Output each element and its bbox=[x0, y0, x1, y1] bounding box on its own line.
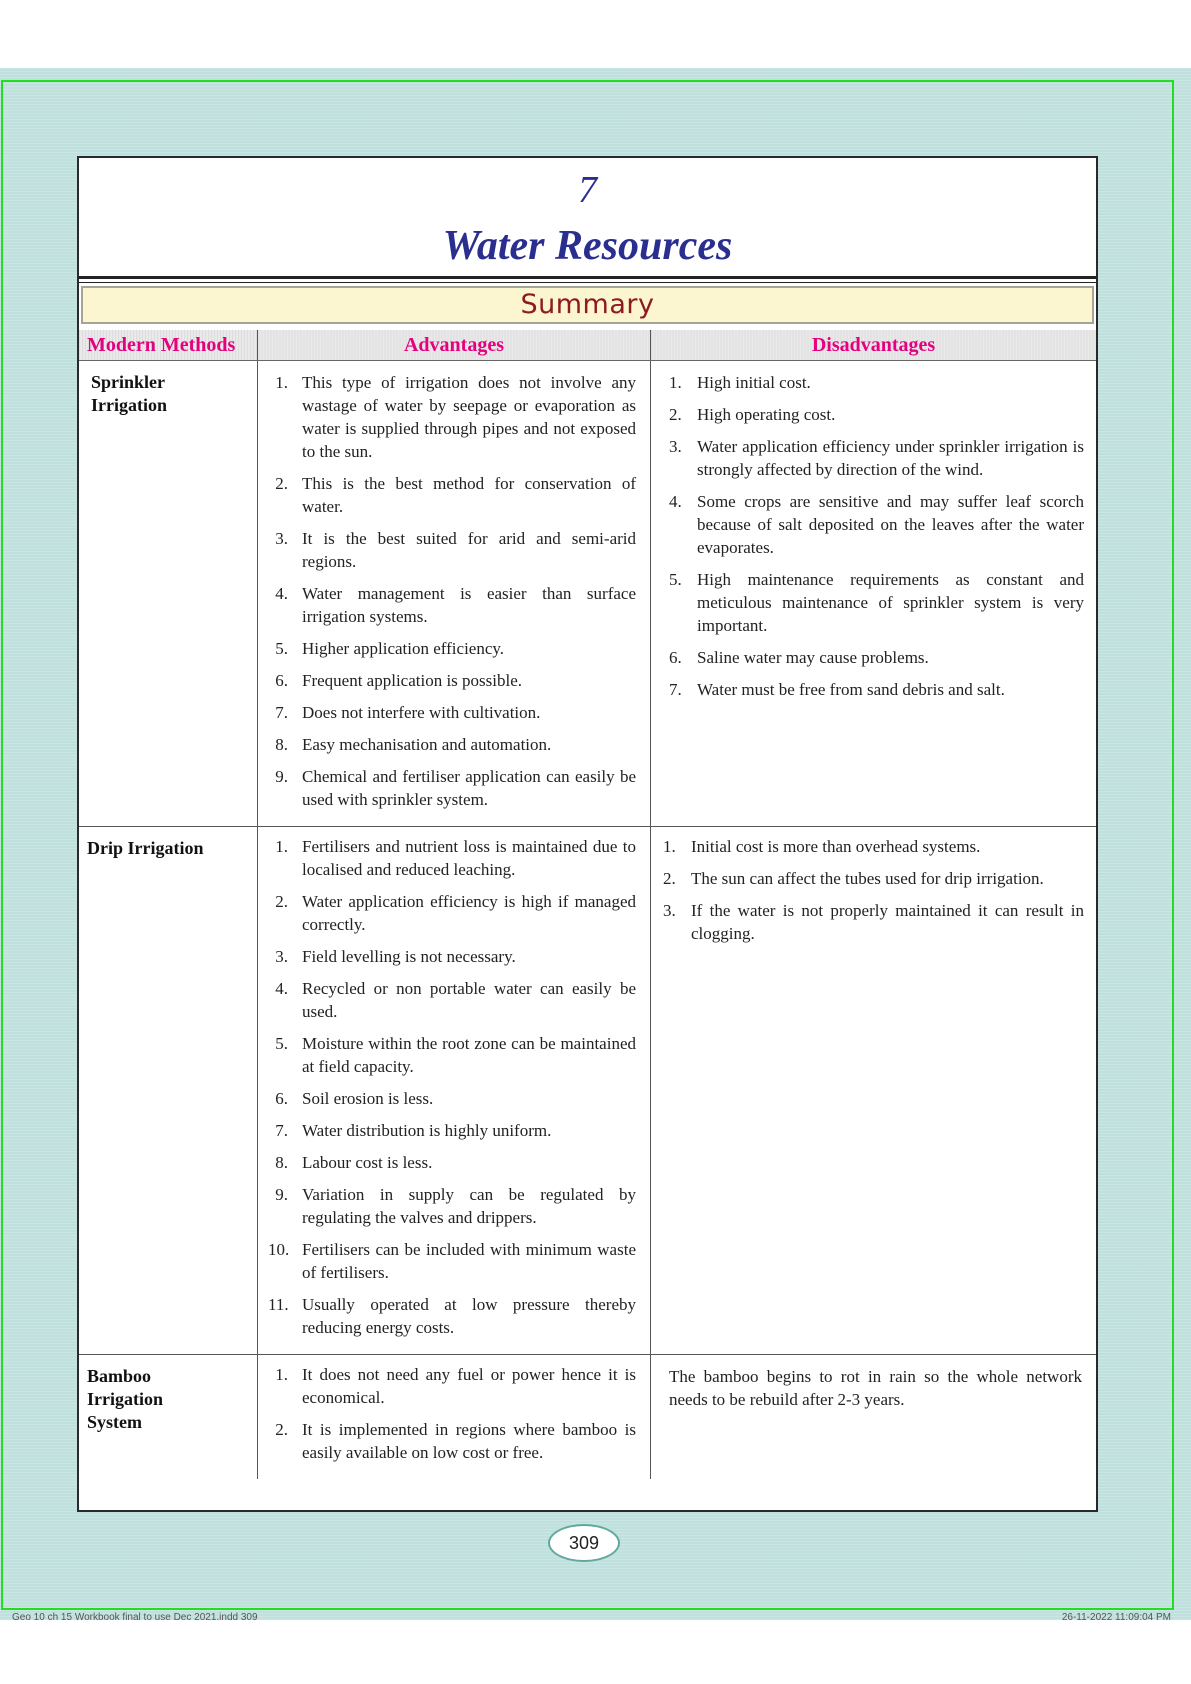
list-item-text: It is implemented in regions where bamboo is easily available on low cost or free. bbox=[302, 1420, 636, 1462]
list-item-text: Fertilisers can be included with minimum waste of fertilisers. bbox=[302, 1240, 636, 1282]
list-item-text: Field levelling is not necessary. bbox=[302, 947, 516, 966]
list-item-number: 3. bbox=[669, 437, 682, 456]
sprinkler-advantages-list bbox=[258, 361, 650, 826]
list-item-number: 4. bbox=[275, 584, 288, 603]
list-item bbox=[268, 835, 636, 881]
list-item bbox=[268, 472, 636, 518]
list-item-number: 10. bbox=[268, 1240, 290, 1259]
table-header-row bbox=[79, 330, 1096, 361]
list-item bbox=[268, 890, 636, 936]
list-item-text: High initial cost. bbox=[697, 373, 811, 392]
list-item bbox=[268, 669, 636, 692]
list-item bbox=[663, 899, 1084, 945]
list-item bbox=[268, 1238, 636, 1284]
list-item bbox=[268, 733, 636, 756]
method-cell bbox=[79, 1355, 258, 1480]
list-item-number: 6. bbox=[669, 648, 682, 667]
list-item-number: 1. bbox=[275, 837, 288, 856]
list-item-text: Usually operated at low pressure thereby reducing energy costs. bbox=[302, 1295, 636, 1337]
list-item bbox=[268, 765, 636, 811]
header-disadvantages: Disadvantages bbox=[651, 330, 1097, 361]
list-item-number: 4. bbox=[275, 979, 288, 998]
list-item bbox=[268, 1119, 636, 1142]
list-item bbox=[268, 977, 636, 1023]
header-modern-methods: Modern Methods bbox=[79, 330, 258, 361]
method-drip: Drip Irrigation bbox=[87, 838, 204, 858]
list-item bbox=[268, 1032, 636, 1078]
advantages-cell bbox=[258, 827, 651, 1355]
list-item bbox=[268, 1363, 636, 1409]
disadvantages-cell bbox=[651, 361, 1097, 827]
disadvantages-cell bbox=[651, 1355, 1097, 1480]
list-item-number: 2. bbox=[669, 405, 682, 424]
list-item-text: Some crops are sensitive and may suffer leaf scorch because of salt deposited on the leaves after the water evaporates. bbox=[697, 492, 1084, 557]
list-item bbox=[268, 371, 636, 463]
list-item-number: 1. bbox=[669, 373, 682, 392]
method-cell bbox=[79, 361, 258, 827]
list-item bbox=[669, 646, 1084, 669]
list-item bbox=[268, 1183, 636, 1229]
list-item-text: Fertilisers and nutrient loss is maintained due to localised and reduced leaching. bbox=[302, 837, 636, 879]
list-item-text: Soil erosion is less. bbox=[302, 1089, 434, 1108]
list-item-number: 8. bbox=[275, 1153, 288, 1172]
list-item-number: 2. bbox=[275, 474, 288, 493]
list-item-number: 4. bbox=[669, 492, 682, 511]
list-item-text: Easy mechanisation and automation. bbox=[302, 735, 552, 754]
list-item bbox=[268, 527, 636, 573]
method-bamboo: Bamboo Irrigation System bbox=[87, 1366, 163, 1432]
list-item bbox=[663, 867, 1084, 890]
print-slug-date: 26-11-2022 11:09:04 PM bbox=[1061, 1612, 1171, 1623]
list-item-number: 5. bbox=[275, 639, 288, 658]
list-item-number: 1. bbox=[275, 1365, 288, 1384]
list-item-text: Water must be free from sand debris and salt. bbox=[697, 680, 1005, 699]
list-item-number: 6. bbox=[275, 1089, 288, 1108]
list-item bbox=[268, 945, 636, 968]
list-item-number: 3. bbox=[663, 901, 676, 920]
list-item-number: 7. bbox=[275, 703, 288, 722]
table-row-bamboo bbox=[79, 1355, 1096, 1480]
list-item-number: 7. bbox=[669, 680, 682, 699]
list-item-number: 6. bbox=[275, 671, 288, 690]
list-item bbox=[663, 835, 1084, 858]
drip-advantages-list bbox=[258, 827, 650, 1354]
disadvantages-cell bbox=[651, 827, 1097, 1355]
list-item-number: 8. bbox=[275, 735, 288, 754]
list-item bbox=[669, 403, 1084, 426]
list-item-text: Initial cost is more than overhead systems. bbox=[691, 837, 981, 856]
list-item-text: Variation in supply can be regulated by regulating the valves and drippers. bbox=[302, 1185, 636, 1227]
list-item bbox=[669, 568, 1084, 637]
list-item bbox=[268, 637, 636, 660]
page-number: 309 bbox=[548, 1524, 620, 1562]
method-sprinkler: Sprinkler Irrigation bbox=[91, 372, 167, 415]
list-item-text: The sun can affect the tubes used for drip irrigation. bbox=[691, 869, 1044, 888]
list-item-text: Water management is easier than surface irrigation systems. bbox=[302, 584, 636, 626]
list-item-number: 11. bbox=[268, 1295, 289, 1314]
method-cell bbox=[79, 827, 258, 1355]
list-item-text: Moisture within the root zone can be maintained at field capacity. bbox=[302, 1034, 636, 1076]
drip-disadvantages-list bbox=[651, 827, 1096, 960]
advantages-cell bbox=[258, 1355, 651, 1480]
list-item-number: 2. bbox=[663, 869, 676, 888]
header-advantages: Advantages bbox=[258, 330, 651, 361]
list-item-text: High maintenance requirements as constant and meticulous maintenance of sprinkler system is very important. bbox=[697, 570, 1084, 635]
list-item-text: It does not need any fuel or power hence it is economical. bbox=[302, 1365, 636, 1407]
list-item-text: This type of irrigation does not involve any wastage of water by seepage or evaporation as water is supplied through pipes and not exposed to the sun. bbox=[302, 373, 636, 461]
table-row-drip bbox=[79, 827, 1096, 1355]
summary-banner bbox=[81, 286, 1094, 324]
list-item-number: 2. bbox=[275, 1420, 288, 1439]
list-item-text: Chemical and fertiliser application can easily be used with sprinkler system. bbox=[302, 767, 636, 809]
list-item bbox=[669, 678, 1084, 701]
list-item-text: Does not interfere with cultivation. bbox=[302, 703, 541, 722]
list-item bbox=[669, 371, 1084, 394]
list-item-number: 3. bbox=[275, 947, 288, 966]
list-item-number: 9. bbox=[275, 1185, 288, 1204]
list-item-text: Water application efficiency under sprinkler irrigation is strongly affected by direction of the wind. bbox=[697, 437, 1084, 479]
title-rule-thick bbox=[79, 276, 1096, 279]
list-item-number: 9. bbox=[275, 767, 288, 786]
list-item bbox=[669, 435, 1084, 481]
list-item-text: Frequent application is possible. bbox=[302, 671, 523, 690]
list-item-number: 7. bbox=[275, 1121, 288, 1140]
list-item-text: If the water is not properly maintained it can result in clogging. bbox=[691, 901, 1084, 943]
bamboo-advantages-list bbox=[258, 1355, 650, 1479]
list-item-text: Labour cost is less. bbox=[302, 1153, 433, 1172]
list-item bbox=[268, 1087, 636, 1110]
list-item bbox=[268, 1418, 636, 1464]
list-item-text: Water distribution is highly uniform. bbox=[302, 1121, 552, 1140]
list-item-text: High operating cost. bbox=[697, 405, 836, 424]
list-item bbox=[268, 1293, 636, 1339]
table-row-sprinkler bbox=[79, 361, 1096, 827]
list-item-text: This is the best method for conservation of water. bbox=[302, 474, 636, 516]
print-slug-file: Geo 10 ch 15 Workbook final to use Dec 2021.indd 309 bbox=[12, 1612, 258, 1623]
list-item bbox=[268, 701, 636, 724]
summary-table bbox=[79, 330, 1096, 1479]
summary-label: Summary bbox=[520, 289, 655, 320]
list-item bbox=[268, 1151, 636, 1174]
list-item-number: 5. bbox=[669, 570, 682, 589]
list-item-text: Saline water may cause problems. bbox=[697, 648, 929, 667]
list-item-number: 2. bbox=[275, 892, 288, 911]
list-item-text: It is the best suited for arid and semi-arid regions. bbox=[302, 529, 636, 571]
chapter-title: Water Resources bbox=[442, 223, 733, 269]
advantages-cell bbox=[258, 361, 651, 827]
content-card bbox=[77, 156, 1098, 1512]
list-item-text: Water application efficiency is high if managed correctly. bbox=[302, 892, 636, 934]
sprinkler-disadvantages-list bbox=[651, 361, 1096, 716]
title-rule-thin bbox=[79, 282, 1096, 283]
list-item-number: 1. bbox=[663, 837, 676, 856]
list-item bbox=[268, 582, 636, 628]
list-item bbox=[669, 490, 1084, 559]
list-item-number: 3. bbox=[275, 529, 288, 548]
list-item-number: 5. bbox=[275, 1034, 288, 1053]
chapter-number: 7 bbox=[578, 169, 597, 211]
list-item-text: Recycled or non portable water can easily be used. bbox=[302, 979, 636, 1021]
list-item-number: 1. bbox=[275, 373, 288, 392]
bamboo-disadvantage-text: The bamboo begins to rot in rain so the whole network needs to be rebuild after 2-3 years. bbox=[669, 1367, 1082, 1409]
list-item-text: Higher application efficiency. bbox=[302, 639, 505, 658]
